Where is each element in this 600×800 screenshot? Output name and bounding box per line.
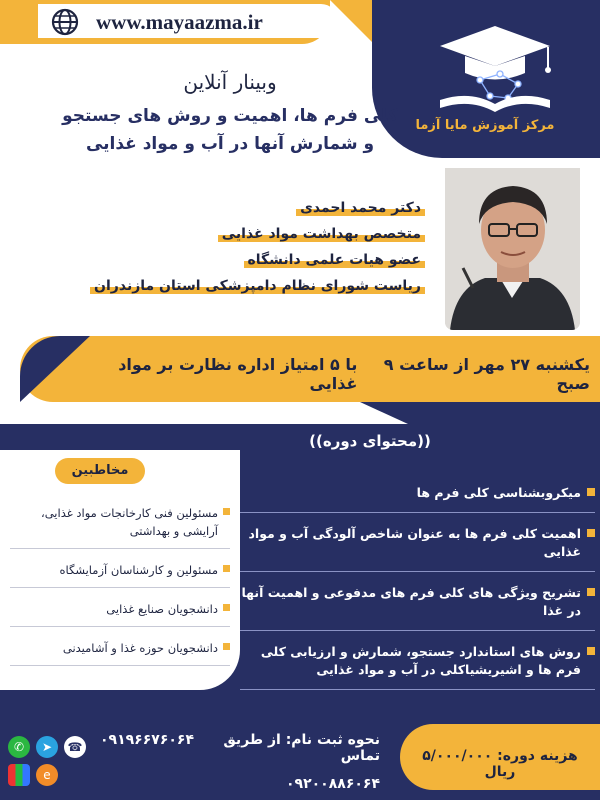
audience-item: دانشجویان صنایع غذایی: [10, 596, 230, 627]
audience-list: [10, 500, 230, 674]
content-list: [240, 478, 595, 696]
website-url[interactable]: www.mayaazma.ir: [96, 10, 263, 34]
app-icon[interactable]: [8, 764, 30, 786]
audience-item: مسئولین و کارشناسان آزمایشگاه: [10, 557, 230, 588]
webinar-label: وبینار آنلاین: [183, 70, 277, 94]
speaker-name: دکتر محمد احمدی: [65, 200, 425, 216]
speaker-role-3: ریاست شورای نظام دامپزشکی استان مازندران: [65, 278, 425, 294]
whatsapp-icon[interactable]: ✆: [8, 736, 30, 758]
contact-info: [100, 732, 380, 800]
schedule-text: [80, 355, 590, 393]
content-item: میکروبشناسی کلی فرم ها: [240, 478, 595, 513]
schedule-date: یکشنبه ۲۷ مهر از ساعت ۹ صبح: [383, 355, 590, 393]
title-line-2: و شمارش آنها در آب و مواد غذایی: [85, 134, 375, 154]
speaker-role-2: عضو هیات علمی دانشگاه: [65, 252, 425, 268]
headline: [20, 70, 440, 158]
speaker-info: [65, 200, 425, 304]
course-fee: هزینه دوره: ۵/۰۰۰/۰۰۰ ریال: [422, 748, 578, 780]
title-line-1: کلی فرم ها، اهمیت و روش های جستجو: [62, 106, 398, 126]
contact-label: نحوه ثبت نام: از طریق تماس: [223, 732, 380, 764]
social-icons: [8, 736, 98, 786]
content-item: تشریح ویژگی های کلی فرم های مدفوعی و اهمیت آنها در غذا: [240, 578, 595, 631]
audience-item: مسئولین فنی کارخانجات مواد غذایی، آرایشی و بهداشتی: [10, 500, 230, 549]
telegram-icon[interactable]: ➤: [36, 736, 58, 758]
phone-number-1[interactable]: ۰۹۱۹۶۶۷۶۰۶۴: [100, 732, 194, 748]
schedule-points: با ۵ امتیاز اداره نظارت بر مواد غذایی: [118, 355, 358, 393]
graduation-cap-book-logo-icon: [420, 18, 570, 118]
content-item: اهمیت کلی فرم ها به عنوان شاخص آلودگی آب و مواد غذایی: [240, 519, 595, 572]
phone-icon[interactable]: ☎: [64, 736, 86, 758]
content-heading: ((محتوای دوره)): [309, 432, 431, 450]
logo-name: مرکز آموزش مایا آزما: [415, 118, 555, 133]
speaker-role-1: متخصص بهداشت مواد غذایی: [65, 226, 425, 242]
content-item: روش های استاندارد جستجو، شمارش و ارزیابی کلی فرم ها و اشیریشیاکلی در آب و مواد غذایی: [240, 637, 595, 690]
speaker-photo: [445, 168, 580, 330]
audience-heading: مخاطبین: [55, 458, 145, 484]
eitaa-icon[interactable]: e: [36, 764, 58, 786]
phone-number-2[interactable]: ۰۹۲۰۰۸۸۶۰۶۴: [286, 776, 380, 792]
website-bar: [0, 0, 330, 44]
audience-item: دانشجویان حوزه غذا و آشامیدنی: [10, 635, 230, 666]
globe-icon: [50, 7, 80, 37]
